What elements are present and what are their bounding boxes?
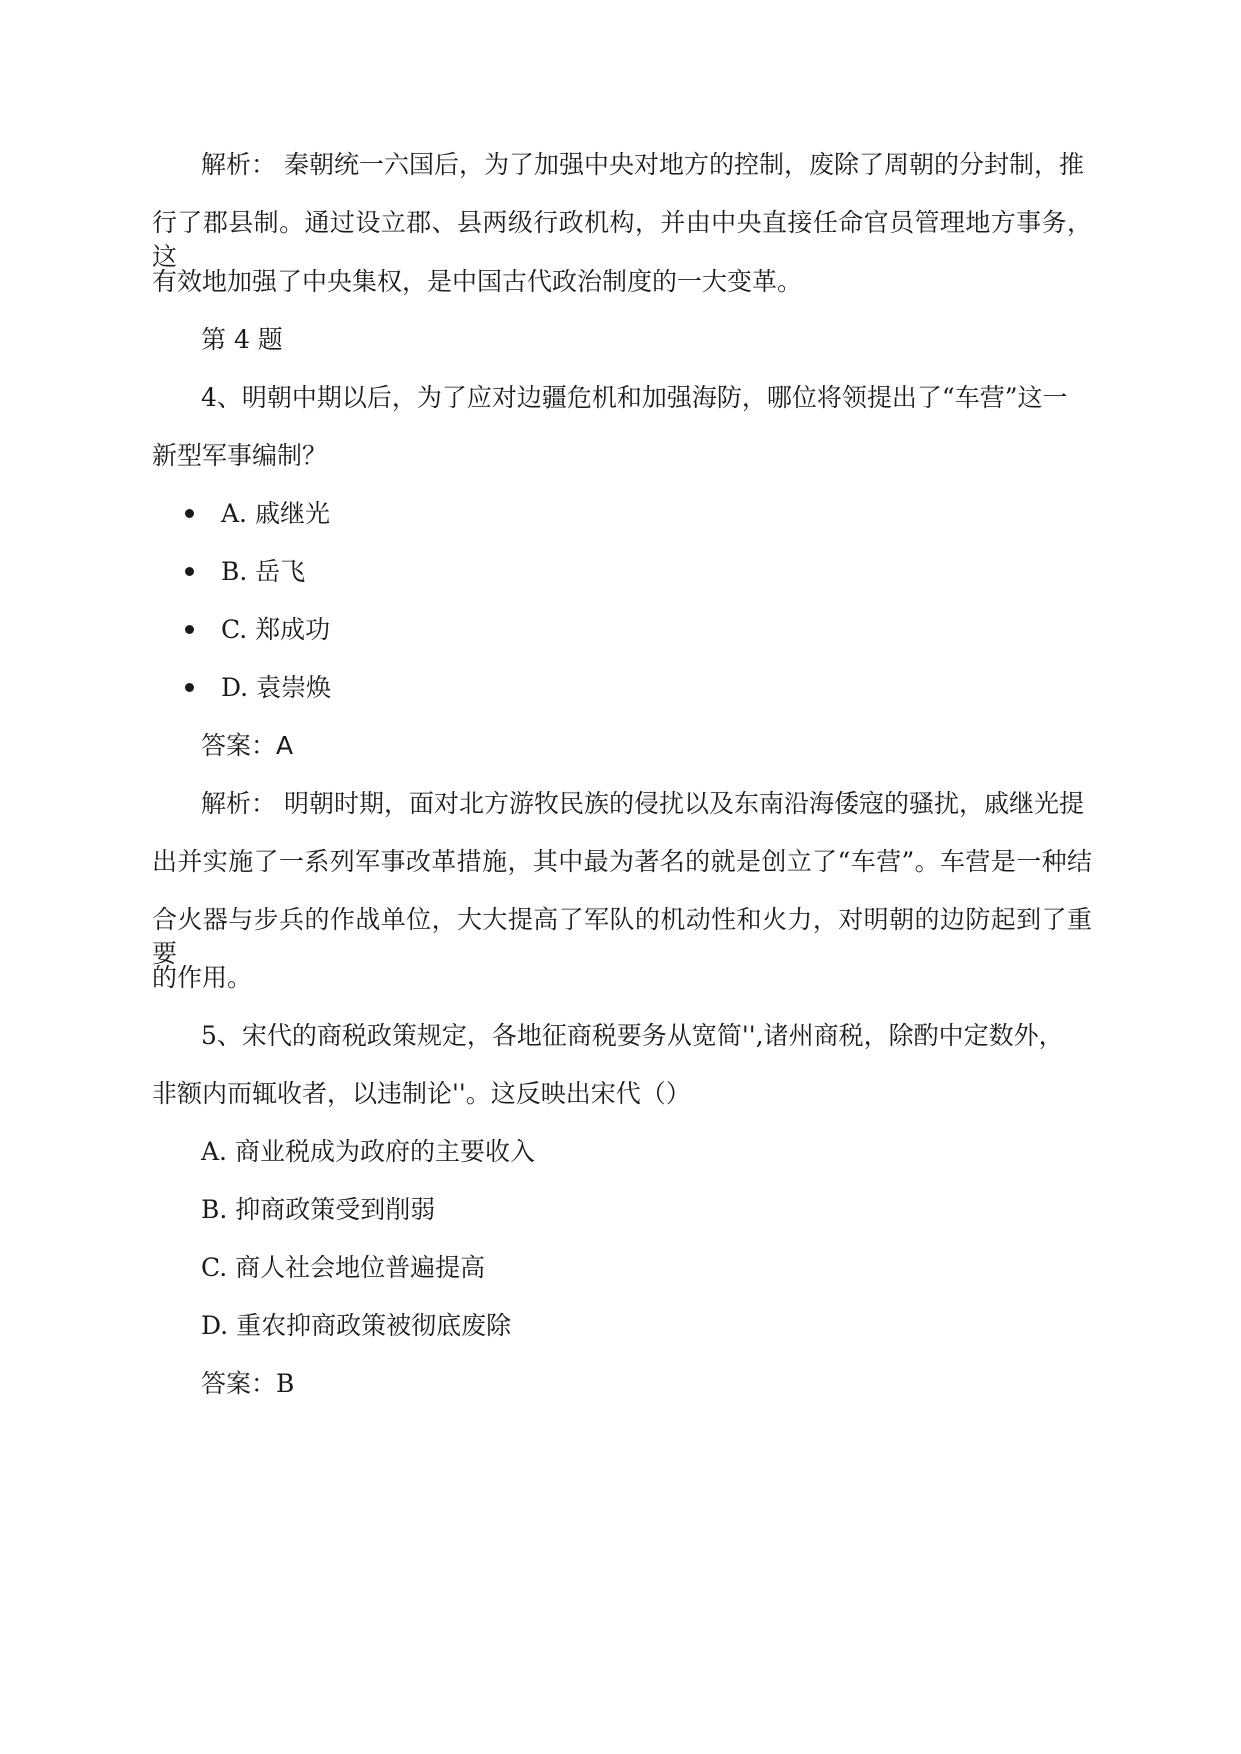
option-text: 商人社会地位普遍提高 [235, 1253, 486, 1282]
option-letter: C. [201, 1253, 228, 1282]
bullet-icon [185, 683, 194, 692]
q4-analysis-line-2: 出并实施了一系列军事改革措施，其中最为著名的就是创立了“车营”。车营是一种结 [152, 847, 1092, 876]
q3-analysis-line-3: 有效地加强了中央集权，是中国古代政治制度的一大变革。 [152, 267, 803, 296]
q4-analysis-line-3: 合火器与步兵的作战单位，大大提高了军队的机动性和火力，对明朝的边防起到了重要 [152, 905, 1092, 968]
q5-question-line-2: 非额内而辄收者，以违制论''。这反映出宋代（） [152, 1079, 691, 1108]
option-letter: B. [201, 1195, 228, 1224]
option-letter: A. [201, 1137, 228, 1166]
q4-answer [201, 729, 1141, 763]
q4-analysis-line-1: 解析： 明朝时期，面对北方游牧民族的侵扰以及东南沿海倭寇的骚扰，戚继光提 [201, 789, 1084, 818]
q4-option-a [185, 497, 330, 531]
q5-question-line-1: 5、宋代的商税政策规定，各地征商税要务从宽简'',诸州商税，除酌中定数外， [201, 1021, 1064, 1050]
q5-option-a [201, 1135, 1141, 1169]
q4-option-b [185, 555, 305, 589]
option-letter: C. [221, 615, 248, 644]
q5-answer: 答案：B [201, 1369, 295, 1398]
option-text: 商业税成为政府的主要收入 [234, 1137, 535, 1166]
bullet-icon [185, 509, 194, 518]
option-text: 郑成功 [255, 615, 331, 644]
q3-analysis-line-1: 解析： 秦朝统一六国后，为了加强中央对地方的控制，废除了周朝的分封制，推 [201, 150, 1084, 179]
q4-heading: 第 4 题 [201, 325, 283, 354]
option-text: 岳飞 [255, 557, 306, 586]
option-text: 戚继光 [254, 499, 330, 528]
option-letter: B. [221, 557, 248, 586]
q4-question-line-1: 4、明朝中期以后，为了应对边疆危机和加强海防，哪位将领提出了“车营”这一 [201, 383, 1068, 412]
bullet-icon [185, 567, 194, 576]
option-text: 袁崇焕 [256, 673, 332, 702]
q4-analysis-line-4: 的作用。 [152, 963, 253, 992]
q5-option-b [201, 1193, 1141, 1227]
option-text: 抑商政策受到削弱 [235, 1195, 436, 1224]
option-text: 重农抑商政策被彻底废除 [236, 1311, 512, 1340]
option-letter: D. [201, 1311, 229, 1340]
q3-analysis-line-2: 行了郡县制。通过设立郡、县两级行政机构，并由中央直接任命官员管理地方事务，这 [152, 208, 1092, 271]
q5-option-c [201, 1251, 1141, 1285]
option-letter: D. [221, 673, 249, 702]
q4-option-d [185, 671, 331, 705]
bullet-icon [185, 625, 194, 634]
q5-option-d [201, 1309, 1141, 1343]
option-letter: A. [221, 499, 248, 528]
answer-label: 答案： [201, 731, 277, 760]
q4-option-c [185, 613, 330, 647]
answer-value: A [276, 731, 294, 760]
q4-question-line-2: 新型军事编制？ [152, 441, 328, 470]
